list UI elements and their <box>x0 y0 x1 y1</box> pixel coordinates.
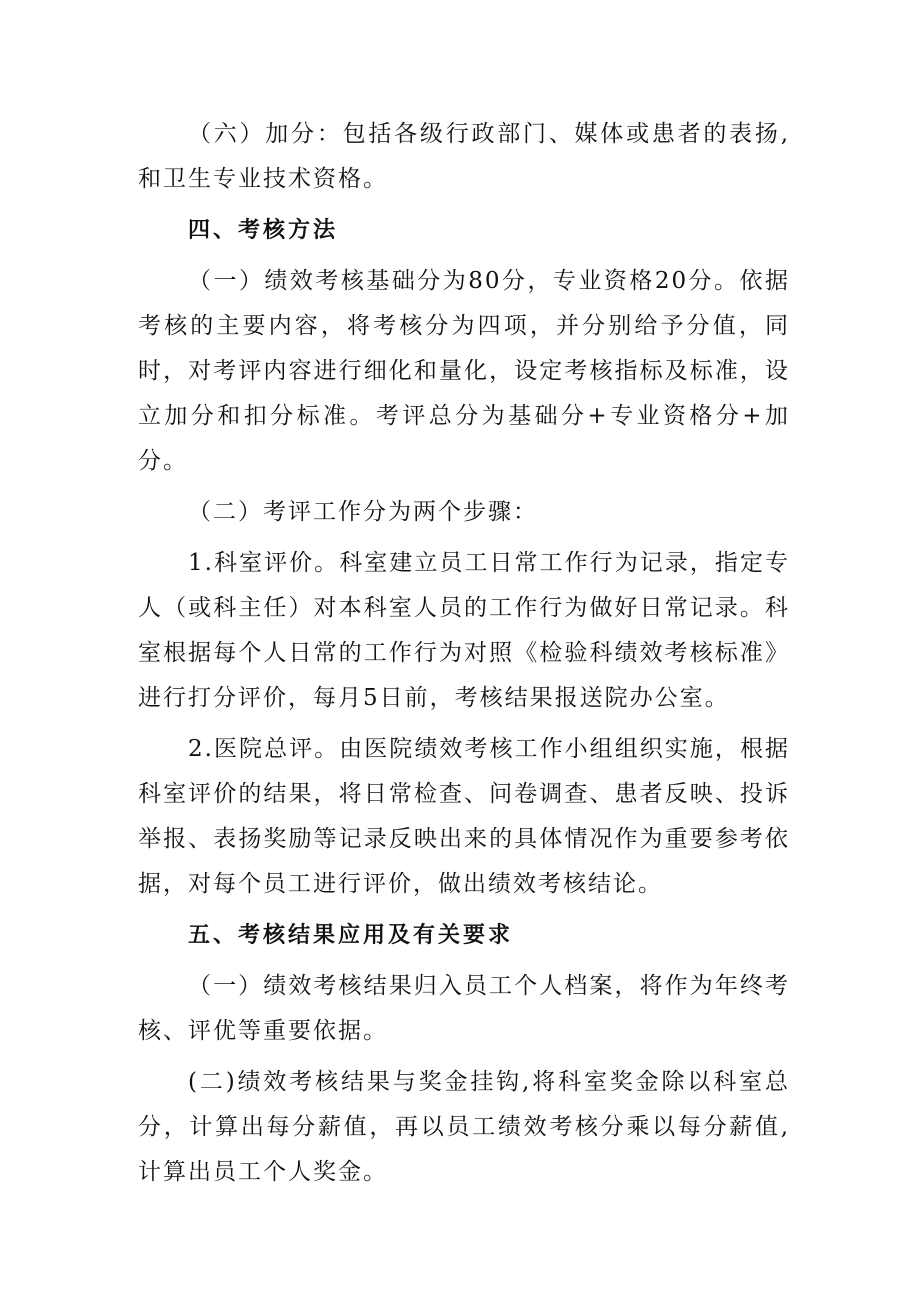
paragraph-bonus-points: （六）加分：包括各级行政部门、媒体或患者的表扬,和卫生专业技术资格。 <box>138 121 790 192</box>
paragraph-bonus-linkage: (二)绩效考核结果与奖金挂钩,将科室奖金除以科室总分，计算出每分薪值，再以员工绩效考核分乘以每分薪值,计算出员工个人奖金。 <box>138 1069 790 1185</box>
document-body <box>138 112 790 1201</box>
paragraph-hospital-evaluation: 2.医院总评。由医院绩效考核工作小组组织实施，根据科室评价的结果，将日常检查、问卷调查、患者反映、投诉举报、表扬奖励等记录反映出来的具体情况作为重要参考依据，对每个员工进行评价，做出绩效考核结论。 <box>138 736 790 897</box>
paragraph-personal-file: （一）绩效考核结果归入员工个人档案，将作为年终考核、评优等重要依据。 <box>138 973 790 1044</box>
paragraph-department-evaluation: 1.科室评价。科室建立员工日常工作行为记录，指定专人（或科主任）对本科室人员的工作行为做好日常记录。科室根据每个人日常的工作行为对照《检验科绩效考核标准》进行打分评价，每月5日前，考核结果报送院办公室。 <box>138 550 790 711</box>
section-heading-results-application: 五、考核结果应用及有关要求 <box>188 923 514 948</box>
paragraph-base-score: （一）绩效考核基础分为80分，专业资格20分。依据考核的主要内容，将考核分为四项，并分别给予分值，同时，对考评内容进行细化和量化，设定考核指标及标准，设立加分和扣分标准。考评总分为基础分+专业资格分+加分。 <box>138 268 790 474</box>
paragraph-two-steps: （二）考评工作分为两个步骤： <box>188 499 538 525</box>
section-heading-assessment-method: 四、考核方法 <box>188 218 339 243</box>
